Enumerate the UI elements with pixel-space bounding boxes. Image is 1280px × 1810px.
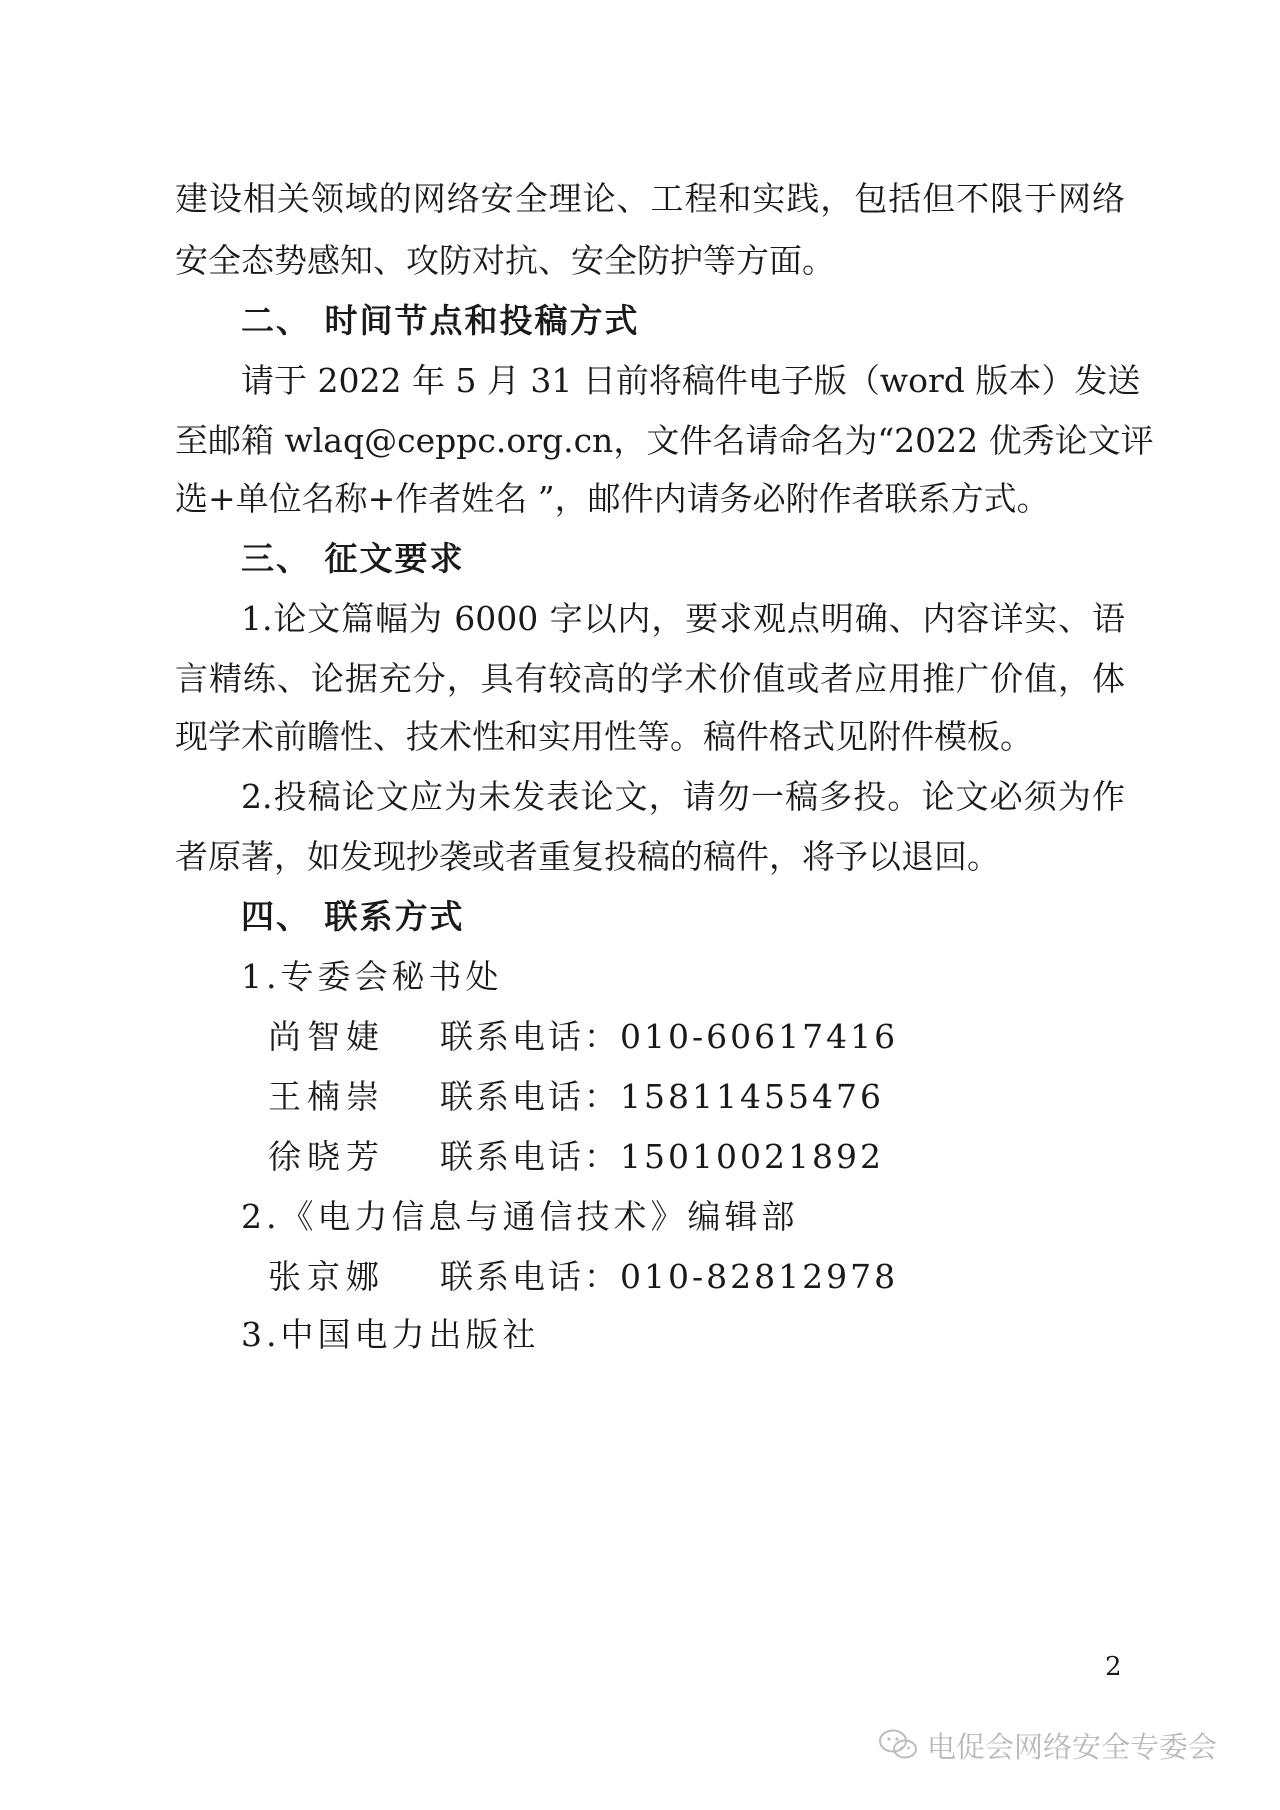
contact-phone: 联系电话：010-82812978	[440, 1257, 899, 1296]
page-number: 2	[1105, 1652, 1122, 1682]
contact-group-1-title: 1.专委会秘书处	[241, 957, 503, 996]
contact-group-3-title: 3.中国电力出版社	[241, 1315, 540, 1354]
section-2-heading: 二、 时间节点和投稿方式	[241, 301, 640, 340]
contact-group-2-title: 2.《电力信息与通信技术》编辑部	[241, 1197, 799, 1236]
watermark	[877, 1725, 1217, 1765]
contact-name: 尚智婕	[268, 1017, 385, 1056]
intro-line-2: 安全态势感知、攻防对抗、安全防护等方面。	[175, 241, 835, 280]
section-2-line-3: 选+单位名称+作者姓名 ”，邮件内请务必附作者联系方式。	[175, 479, 1050, 518]
contact-name: 张京娜	[268, 1257, 385, 1296]
section-2-line-1: 请于 2022 年 5 月 31 日前将稿件电子版（word 版本）发送	[241, 361, 1141, 400]
section-3-item-1-line-3: 现学术前瞻性、技术性和实用性等。稿件格式见附件模板。	[175, 717, 1033, 756]
section-3-item-1-line-1: 1.论文篇幅为 6000 字以内，要求观点明确、内容详实、语	[241, 599, 1125, 638]
section-3-item-1-line-2: 言精练、论据充分，具有较高的学术价值或者应用推广价值，体	[175, 659, 1125, 698]
contact-phone: 联系电话：010-60617416	[440, 1017, 899, 1056]
intro-line-1: 建设相关领域的网络安全理论、工程和实践，包括但不限于网络	[175, 179, 1125, 218]
contact-phone: 联系电话：15010021892	[440, 1137, 884, 1176]
section-3-item-2-line-2: 者原著，如发现抄袭或者重复投稿的稿件，将予以退回。	[175, 837, 1000, 876]
section-3-heading: 三、 征文要求	[241, 539, 465, 578]
wechat-icon	[877, 1727, 919, 1763]
section-2-line-2: 至邮箱 wlaq@ceppc.org.cn，文件名请命名为“2022 优秀论文评	[175, 421, 1154, 460]
contact-phone: 联系电话：15811455476	[440, 1077, 884, 1116]
section-3-item-2-line-1: 2.投稿论文应为未发表论文，请勿一稿多投。论文必须为作	[241, 777, 1125, 816]
section-4-heading: 四、 联系方式	[241, 897, 465, 936]
contact-name: 徐晓芳	[268, 1137, 385, 1176]
contact-name: 王楠崇	[268, 1077, 385, 1116]
watermark-text: 电促会网络安全专委会	[927, 1729, 1218, 1764]
